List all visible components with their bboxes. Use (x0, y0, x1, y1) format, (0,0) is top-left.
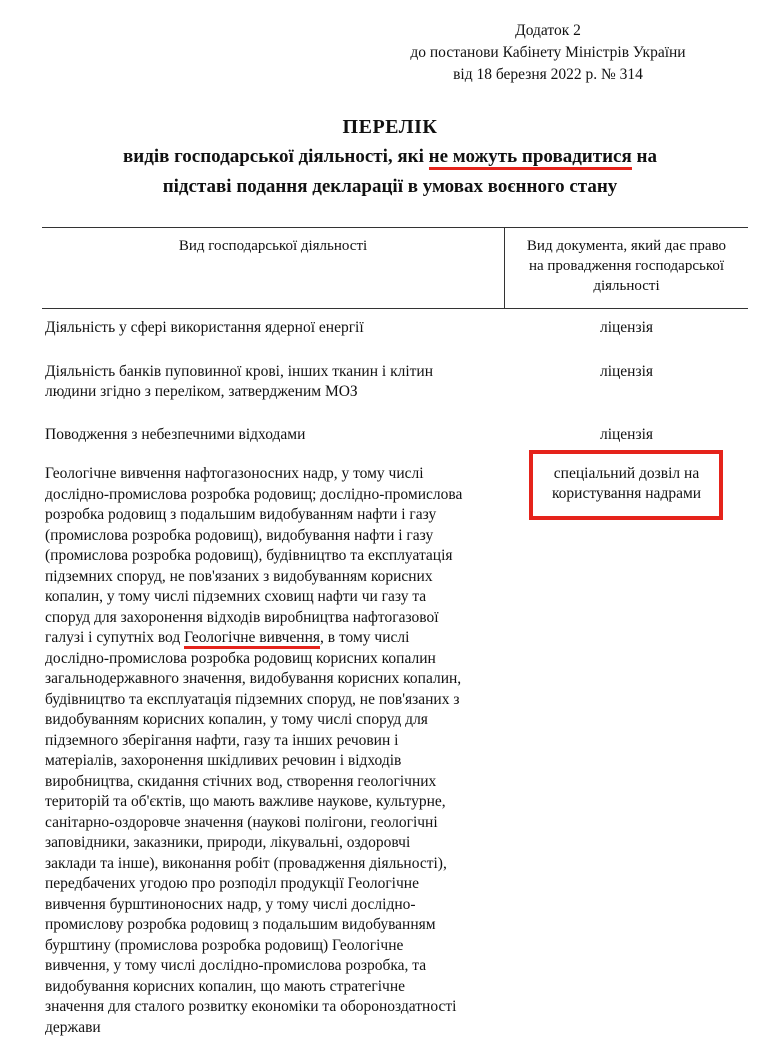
activity-line: людини згідно з переліком, затвердженим МОЗ (45, 382, 505, 402)
header-document-line-1: Вид документа, який дає право (505, 236, 748, 256)
activity-fragment: галузі і супутніх вод (45, 629, 180, 646)
activity-line: заповідники, заказники, природи, лікувальні, оздоровчі (45, 833, 505, 854)
activity-cell: Поводження з небезпечними відходами (45, 425, 505, 445)
activity-line: передбачених угодою про розподіл продукції Геологічне (45, 874, 505, 895)
activity-line: санітарно-оздоровче значення (наукові полігони, геологічні (45, 813, 505, 834)
geological-study-underlined: Геологічне вивчення (184, 629, 320, 649)
activity-line: будівництво та експлуатація підземних споруд, не пов'язаних з (45, 690, 505, 711)
activity-line: дослідно-промислова розробка родовищ корисних копалин (45, 649, 505, 670)
activity-cell: Діяльність у сфері використання ядерної енергії (45, 318, 505, 338)
activity-line: виробництва, скидання стічних вод, створення геологічних (45, 772, 505, 793)
activity-line: матеріалів, захоронення шкідливих речовин і відходів (45, 751, 505, 772)
annex-number: Додаток 2 (388, 20, 708, 42)
activity-line: загальнодержавного значення, видобування корисних копалин, (45, 669, 505, 690)
annex-header (388, 20, 708, 86)
annex-resolution: до постанови Кабінету Міністрів України (388, 42, 708, 64)
title-line-1: ПЕРЕЛІК (40, 112, 740, 142)
activity-line: Діяльність банків пуповинної крові, інших тканин і клітин (45, 362, 505, 382)
activity-line: видобування корисних копалин, що мають стратегічне (45, 977, 505, 998)
document-cell: ліцензія (505, 318, 748, 338)
activity-line: вивчення, у тому числі дослідно-промислова розробка, та (45, 956, 505, 977)
activity-line: дослідно-промислова розробка родовищ; дослідно-промислова (45, 485, 505, 506)
activity-fragment: , в тому числі (320, 629, 409, 646)
document-cell: ліцензія (505, 425, 748, 445)
document-cell: ліцензія (505, 362, 748, 382)
activity-line: (промислова розробка родовищ), видобування нафти і газу (45, 526, 505, 547)
activity-line: заклади та інше), виконання робіт (провадження діяльності), (45, 854, 505, 875)
table-header-border (42, 308, 748, 309)
activity-line: бурштину (промислова розробка родовищ) Геологічне (45, 936, 505, 957)
activity-line: підземних споруд, не пов'язаних з видобуванням корисних (45, 567, 505, 588)
header-document-type (505, 236, 748, 296)
document-line: спеціальний дозвіл на (505, 464, 748, 484)
activity-line: Геологічне вивчення нафтогазоносних надр, у тому числі (45, 464, 505, 485)
activity-line: підземного зберігання нафти, газу та інших речовин і (45, 731, 505, 752)
title-line-2 (40, 142, 740, 172)
title-highlight-underlined: не можуть провадитися (429, 146, 632, 170)
activity-line: держави (45, 1018, 505, 1038)
title-line-2-start: видів господарської діяльності, які (123, 146, 429, 167)
red-highlight-box (529, 450, 723, 520)
title-line-2-end: на (632, 146, 657, 167)
activity-line: розробка родовищ з подальшим видобуванням нафти і газу (45, 505, 505, 526)
activity-line: вивчення бурштиноносних надр, у тому числі дослідно- (45, 895, 505, 916)
header-document-line-3: діяльності (505, 276, 748, 296)
header-document-line-2: на провадження господарської (505, 256, 748, 276)
annex-date: від 18 березня 2022 р. № 314 (388, 64, 708, 86)
activity-line: (промислова розробка родовищ), будівництво та експлуатація (45, 546, 505, 567)
header-activity-type: Вид господарської діяльності (42, 236, 504, 256)
document-line: користування надрами (505, 484, 748, 504)
activity-line (45, 628, 505, 649)
table-top-border (42, 227, 748, 228)
document-title (40, 112, 740, 202)
activity-line: споруд для захоронення відходів виробництва нафтогазової (45, 608, 505, 629)
title-line-3: підставі подання декларації в умовах воєнного стану (40, 172, 740, 202)
activity-line: видобуванням корисних копалин, у тому числі споруд для (45, 710, 505, 731)
activity-line: територій та об'єктів, що мають важливе наукове, культурне, (45, 792, 505, 813)
activity-line: значення для сталого розвитку економіки та обороноздатності (45, 997, 505, 1018)
activity-cell (45, 464, 505, 1038)
activity-line: промислову розробка родовищ з подальшим видобуванням (45, 915, 505, 936)
activity-line: копалин, у тому числі підземних сховищ нафти чи газу та (45, 587, 505, 608)
activity-cell (45, 362, 505, 401)
